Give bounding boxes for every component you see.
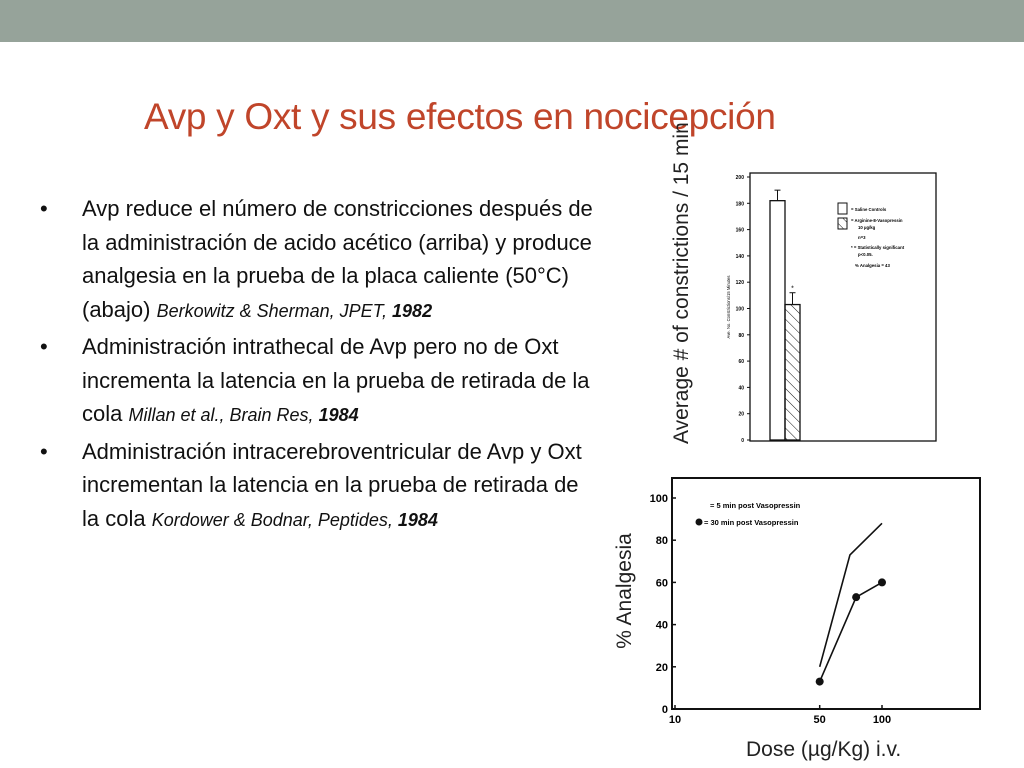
bullet-item-2 <box>40 330 600 433</box>
legend-entry-30min: = 30 min post Vasopressin <box>704 518 799 527</box>
bullet-item-1 <box>40 192 600 328</box>
bullet-list <box>40 192 600 539</box>
series-5min-line <box>820 523 882 666</box>
y-tick-label: 0 <box>661 704 668 716</box>
legend-entry-5min: = 5 min post Vasopressin <box>710 501 801 510</box>
y-tick-label: 120 <box>735 280 744 287</box>
bullet-glyph: • <box>40 334 48 359</box>
y-tick-label: 40 <box>655 619 668 632</box>
bullet-item-3 <box>40 435 600 538</box>
y-tick-label: 80 <box>655 535 668 548</box>
top-bar <box>0 0 1024 42</box>
legend-marker-30min <box>696 519 703 526</box>
y-tick-label: 80 <box>738 332 744 339</box>
y-tick-label: 140 <box>735 253 744 260</box>
legend-entry: = Saline Controls <box>851 207 887 212</box>
x-tick-label: 10 <box>668 714 682 726</box>
bullet-lead: Administración <box>82 438 233 464</box>
bar-chart <box>718 163 938 448</box>
y-tick-label: 60 <box>655 577 668 590</box>
bullet-text: Administración intrathecal de Avp pero no de Oxt incrementa la latencia en la prueba de retirada de la cola <box>82 334 590 426</box>
y-tick-label: 200 <box>735 175 744 181</box>
citation: Millan et al., Brain Res, <box>128 405 319 425</box>
y-tick-label: 60 <box>738 359 744 366</box>
y-tick-label: 100 <box>649 493 668 505</box>
y-tick-label: 20 <box>655 661 668 674</box>
legend-entry: = Arginine-8-Vasopressin <box>851 218 903 223</box>
line-chart-y-label: % Analgesia <box>613 533 636 649</box>
legend-entry: 10 µg/kg <box>858 225 876 230</box>
data-point <box>852 593 860 601</box>
x-tick-label: 50 <box>813 714 826 726</box>
citation-year: 1984 <box>318 405 359 425</box>
legend-swatch-avp <box>838 218 847 229</box>
plot-frame <box>672 478 980 709</box>
citation: Kordower & Bodnar, Peptides, <box>151 509 398 530</box>
y-tick-label: 180 <box>735 201 744 208</box>
slide-title: Avp y Oxt y sus efectos en nocicepción <box>144 96 776 137</box>
bar-chart-y-label: Average # of constrictions / 15 min <box>670 122 693 444</box>
y-tick-label: 100 <box>735 306 744 313</box>
y-tick-label: 20 <box>738 411 744 418</box>
bar <box>785 305 800 440</box>
y-tick-label: 160 <box>735 227 744 234</box>
bar <box>770 201 785 440</box>
bullet-term: intracerebroventricular <box>232 438 452 464</box>
legend-note: * = Statistically significant <box>851 245 905 250</box>
line-chart-x-label: Dose (µg/Kg) i.v. <box>746 738 902 761</box>
citation-year: 1982 <box>392 300 433 321</box>
citation-year: 1984 <box>397 509 438 530</box>
data-point <box>878 578 886 586</box>
y-tick-label: 40 <box>738 385 744 392</box>
legend-note: n=3 <box>858 235 866 240</box>
bullet-glyph: • <box>40 196 48 221</box>
legend-note: % Analgesia = 43 <box>855 263 890 268</box>
line-chart <box>640 473 985 731</box>
bullet-text: de Avp y Oxt incrementan la latencia en la prueba de retirada de la cola <box>82 438 582 531</box>
legend-note: p<0.05. <box>858 252 873 257</box>
bullet-glyph: • <box>40 438 48 464</box>
y-tick-label: 0 <box>741 438 744 444</box>
bullet-text: Avp reduce el número de constricciones después de la administración de acido acético (arriba) y produce analgesia en la prueba de la placa caliente (50°C) (abajo) <box>82 196 593 322</box>
data-point <box>816 678 824 686</box>
citation: Berkowitz & Sherman, JPET, <box>156 300 393 321</box>
inner-y-label: Ave. No. Constrictions/15 Minutes <box>726 275 731 339</box>
significance-marker: * <box>791 285 794 293</box>
x-tick-label: 100 <box>872 714 892 726</box>
legend-swatch-saline <box>838 203 847 214</box>
